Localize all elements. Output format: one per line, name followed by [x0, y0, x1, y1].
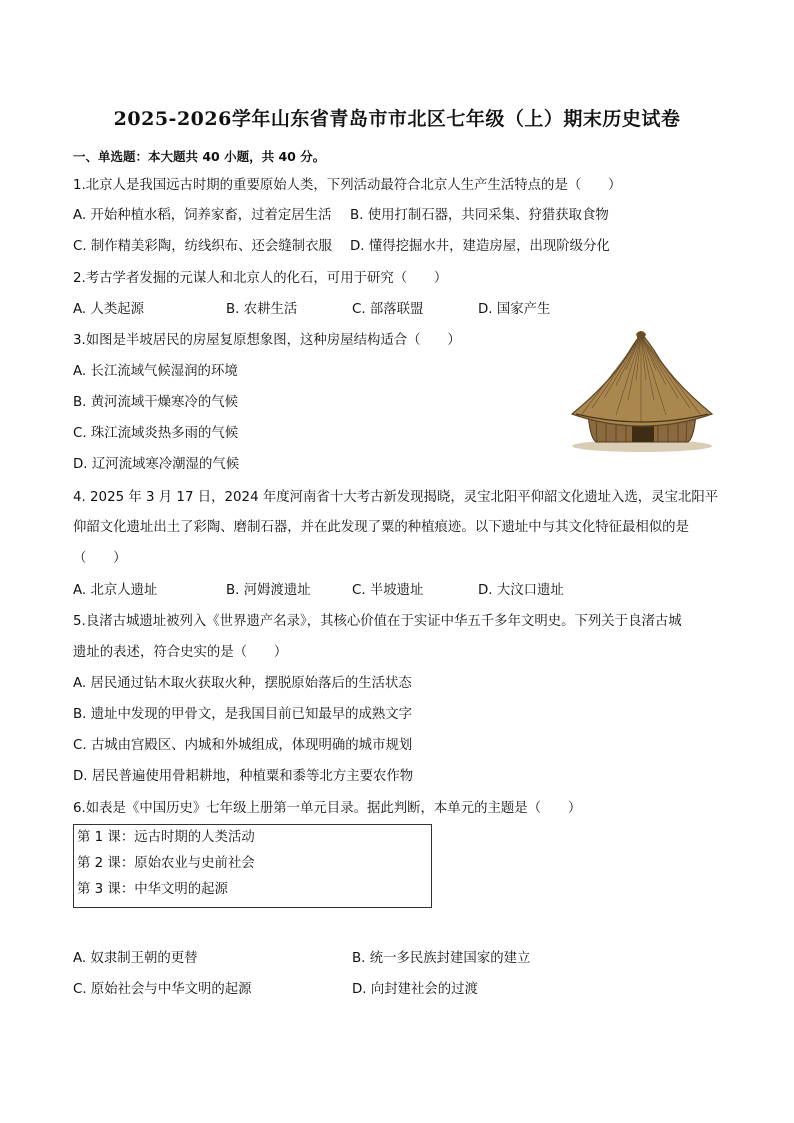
q5-option-d: D. 居民普遍使用骨耜耕地，种植粟和黍等北方主要农作物: [73, 769, 414, 784]
q4-stem-line-3: （ ）: [73, 551, 127, 566]
q4-stem-line-1: 4. 2025 年 3 月 17 日，2024 年度河南省十大考古新发现揭晓，灵宝北阳平仰韶文化遗址入选，灵宝北阳平: [73, 490, 719, 505]
q3-option-c: C. 珠江流域炎热多雨的气候: [73, 426, 239, 441]
q3-option-d: D. 辽河流域寒冷潮湿的气候: [73, 457, 240, 472]
q4-stem-line-2: 仰韶文化遗址出土了彩陶、磨制石器，并在此发现了粟的种植痕迹。以下遗址中与其文化特征最相似的是: [73, 520, 689, 535]
q1-option-a: A. 开始种植水稻，饲养家畜，过着定居生活: [73, 208, 332, 223]
q2-option-d: D. 国家产生: [478, 302, 551, 317]
q4-option-c: C. 半坡遗址: [352, 583, 424, 598]
toc-row-1: 第 1 课：远古时期的人类活动: [77, 830, 255, 845]
q5-option-b: B. 遗址中发现的甲骨文，是我国目前已知最早的成熟文字: [73, 707, 413, 722]
q6-option-c: C. 原始社会与中华文明的起源: [73, 982, 252, 997]
exam-title: 2025-2026学年山东省青岛市市北区七年级（上）期末历史试卷: [113, 108, 681, 130]
q2-option-c: C. 部落联盟: [352, 302, 424, 317]
section-heading: 一、单选题：本大题共 40 小题，共 40 分。: [73, 149, 326, 164]
toc-row-3: 第 3 课：中华文明的起源: [77, 882, 228, 897]
q3-option-b: B. 黄河流域干燥寒冷的气候: [73, 395, 238, 410]
unit-table-of-contents: [73, 824, 432, 908]
q1-stem: 1.北京人是我国远古时期的重要原始人类，下列活动最符合北京人生产生活特点的是（ ）: [73, 178, 622, 193]
q5-stem-line-2: 遗址的表述，符合史实的是（ ）: [73, 645, 288, 660]
q2-stem: 2.考古学者发掘的元谋人和北京人的化石，可用于研究（ ）: [73, 271, 448, 286]
q3-stem: 3.如图是半坡居民的房屋复原想象图，这种房屋结构适合（ ）: [73, 333, 461, 348]
q2-option-a: A. 人类起源: [73, 302, 144, 317]
q6-option-a: A. 奴隶制王朝的更替: [73, 951, 198, 966]
q6-stem: 6.如表是《中国历史》七年级上册第一单元目录。据此判断，本单元的主题是（ ）: [73, 801, 582, 816]
q4-option-b: B. 河姆渡遗址: [226, 583, 311, 598]
q3-option-a: A. 长江流域气候湿润的环境: [73, 364, 238, 379]
q4-option-a: A. 北京人遗址: [73, 583, 158, 598]
q6-option-b: B. 统一多民族封建国家的建立: [352, 951, 531, 966]
q6-option-d: D. 向封建社会的过渡: [352, 982, 478, 997]
toc-row-2: 第 2 课：原始农业与史前社会: [77, 856, 255, 871]
q5-option-a: A. 居民通过钻木取火获取火种，摆脱原始落后的生活状态: [73, 676, 412, 691]
thatched-hut-image: [566, 330, 716, 455]
q4-option-d: D. 大汶口遗址: [478, 583, 564, 598]
q5-stem-line-1: 5.良渚古城遗址被列入《世界遗产名录》，其核心价值在于实证中华五千多年文明史。下列关于良渚古城: [73, 614, 682, 629]
q1-option-b: B. 使用打制石器，共同采集、狩猎获取食物: [350, 208, 609, 223]
q1-option-d: D. 懂得挖掘水井，建造房屋，出现阶级分化: [350, 239, 610, 254]
q1-option-c: C. 制作精美彩陶，纺线织布、还会缝制衣服: [73, 239, 332, 254]
q5-option-c: C. 古城由宫殿区、内城和外城组成，体现明确的城市规划: [73, 738, 413, 753]
q2-option-b: B. 农耕生活: [226, 302, 298, 317]
